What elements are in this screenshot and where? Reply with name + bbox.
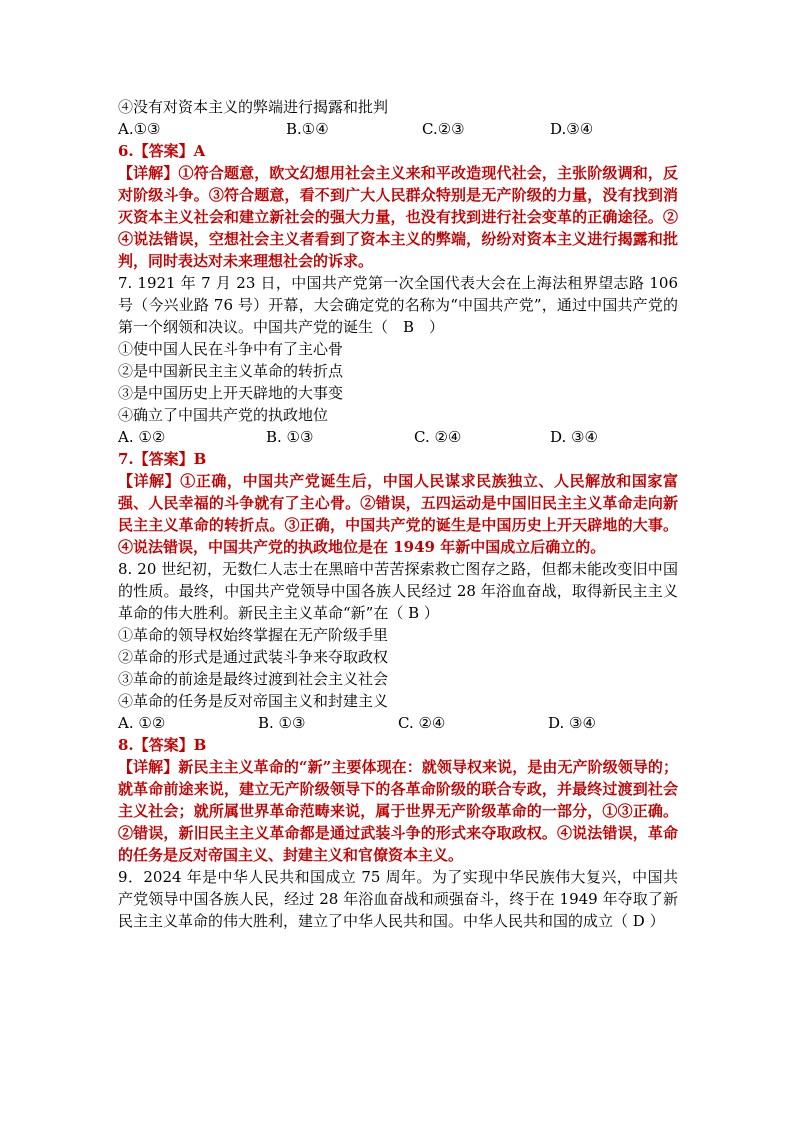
q5-option-d: D.③④: [550, 120, 594, 138]
q8-item-4: ④革命的任务是反对帝国主义和封建主义: [118, 692, 389, 710]
q8-item-2: ②革命的形式是通过武装斗争来夺取政权: [118, 648, 389, 666]
q7-options: [118, 426, 678, 448]
q8-option-c: C. ②④: [398, 714, 446, 732]
q9-stem: 9．2024 年是中华人民共和国成立 75 周年。为了实现中华民族伟大复兴，中国共产党领导中国各族人民，经过 28 年浴血奋战和顽强奋斗，终于在 1949 年夺取了新民主主义革命的伟大胜利，建立了中华人民共和国。中华人民共和国的成立（ D ）: [118, 868, 678, 930]
q7-item-4: ④确立了中国共产党的执政地位: [118, 406, 329, 424]
q8-options: [118, 712, 678, 734]
q8-item-1: ①革命的领导权始终掌握在无产阶级手里: [118, 626, 389, 644]
q8-option-a: A. ①②: [118, 714, 166, 732]
q7-item-1: ①使中国人民在斗争中有了主心骨: [118, 340, 344, 358]
q7-option-a: A. ①②: [118, 428, 166, 446]
q5-options: [118, 118, 678, 140]
q8-stem: 8. 20 世纪初，无数仁人志士在黑暗中苦苦探索救亡图存之路，但都未能改变旧中国的性质。最终，中国共产党领导中国各族人民经过 28 年浴血奋战，取得新民主主义革命的伟大胜利。新民主主义革命“新”在（ B ）: [118, 560, 678, 622]
document-page: [118, 96, 678, 932]
q7-stem: 7. 1921 年 7 月 23 日，中国共产党第一次全国代表大会在上海法租界望志路 106 号（今兴业路 76 号）开幕，大会确定党的名称为“中国共产党”，通过中国共产党的第一个纲领和决议。中国共产党的诞生（ B ）: [118, 274, 678, 336]
q7-item-2: ②是中国新民主主义革命的转折点: [118, 362, 344, 380]
q5-option-b: B.①④: [286, 120, 329, 138]
q8-option-b: B. ①③: [258, 714, 306, 732]
q8-option-d: D. ③④: [548, 714, 596, 732]
q7-option-c: C. ②④: [414, 428, 462, 446]
q7-explanation: 【详解】①正确，中国共产党诞生后，中国人民谋求民族独立、人民解放和国家富强、人民幸福的斗争就有了主心骨。②错误，五四运动是中国旧民主主义革命走向新民主主义革命的转折点。③正确，中国共产党的诞生是中国历史上开天辟地的大事。④说法错误，中国共产党的执政地位是在 1949 年新中国成立后确立的。: [118, 472, 678, 556]
q6-explanation: 【详解】①符合题意，欧文幻想用社会主义来和平改造现代社会，主张阶级调和，反对阶级斗争。③符合题意，看不到广大人民群众特别是无产阶级的力量，没有找到消灭资本主义社会和建立新社会的强大力量，也没有找到进行社会变革的正确途径。②④说法错误，空想社会主义者看到了资本主义的弊端，纷纷对资本主义进行揭露和批判，同时表达对未来理想社会的诉求。: [118, 164, 678, 270]
q8-item-3: ③革命的前途是最终过渡到社会主义社会: [118, 670, 389, 688]
q5-option-c: C.②③: [422, 120, 465, 138]
q5-item-4: ④没有对资本主义的弊端进行揭露和批判: [118, 98, 389, 116]
q8-explanation: 【详解】新民主主义革命的“新”主要体现在：就领导权来说，是由无产阶级领导的；就革命前途来说，建立无产阶级领导下的各革命阶级的联合专政，并最终过渡到社会主义社会；就所属世界革命范畴来说，属于世界无产阶级革命的一部分，①③正确。②错误，新旧民主主义革命都是通过武装斗争的形式来夺取政权。④说法错误，革命的任务是反对帝国主义、封建主义和官僚资本主义。: [118, 758, 678, 864]
q5-option-a: A.①③: [118, 120, 161, 138]
q7-option-d: D. ③④: [550, 428, 598, 446]
q8-answer: 8.【答案】B: [118, 736, 207, 754]
q7-option-b: B. ①③: [266, 428, 314, 446]
q7-answer: 7.【答案】B: [118, 450, 207, 468]
q7-item-3: ③是中国历史上开天辟地的大事变: [118, 384, 344, 402]
q6-answer: 6.【答案】A: [118, 142, 206, 160]
